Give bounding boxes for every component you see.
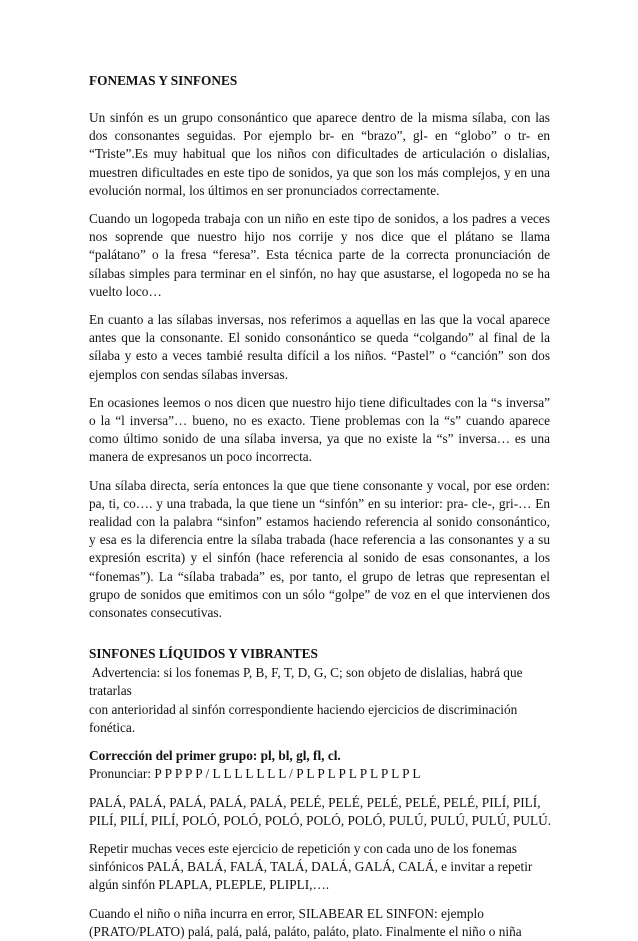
warning-line: fonética.: [89, 719, 136, 735]
section-title-sinfones-liquidos: SINFONES LÍQUIDOS Y VIBRANTES: [89, 646, 318, 662]
paragraph-s-inversa: En ocasiones leemos o nos dicen que nuestro hijo tiene dificultades con la “s inversa” o la “l inversa”… bueno, no es exacto. Tiene problemas con la “s” cuando aparece como último sonido de una sílaba inversa, ya que no existe la “s” inversa… es una manera de expresanos un poco incorrecta.: [89, 394, 550, 465]
paragraph-sinfon-definition: Un sinfón es un grupo consonántico que aparece dentro de la misma sílaba, con las dos consonantes seguidas. Por ejemplo br- en “brazo”, gl- en “globo” o tr- en “Triste”.Es muy habitual que los niños con dificultades de articulación o dislalias, muestren dificultades en este tipo de sonidos, ya que son los más complejos, y en una evolución normal, los últimos en ser pronunciados correctamente.: [89, 110, 550, 198]
warning-line: tratarlas: [89, 683, 132, 699]
error-block: [89, 905, 550, 941]
warning-line: Advertencia: si los fonemas P, B, F, T, D, G, C; son objeto de dislalias, habrá que: [89, 665, 523, 681]
syllable-line: PALÁ, PALÁ, PALÁ, PALÁ, PALÁ, PELÉ, PELÉ, PELÉ, PELÉ, PELÉ, PILÍ, PILÍ,: [89, 794, 541, 810]
syllable-block: [89, 794, 550, 830]
paragraph-logopeda: Cuando un logopeda trabaja con un niño en este tipo de sonidos, a los padres a veces nos soprende que nuestro hijo nos corrije y nos dice que el plátano se llama “palátano” o la fresa “feresa”. Esta técnica parte de la correcta pronunciación de sílabas simples para terminar en el sinfón, no hay que asustarse, el logopeda no se ha vuelto loco…: [89, 211, 550, 299]
repeat-line: Repetir muchas veces este ejercicio de repetición y con cada uno de los fonemas: [89, 840, 517, 856]
error-line: Cuando el niño o niña incurra en error, SILABEAR EL SINFON: ejemplo: [89, 905, 484, 921]
paragraph-silabas-inversas: En cuanto a las sílabas inversas, nos referimos a aquellas en las que la vocal aparece antes que la consonante. El sonido consonántico se queda “colgando” al final de la sílaba y esto a veces tambié resulta difícil a los niños. “Pastel” o “canción” son dos ejemplos con sendas sílabas inversas.: [89, 312, 550, 382]
pronounce-line: Pronunciar: P P P P P / L L L L L L L / P L P L P L P L P L P L: [89, 766, 421, 782]
error-line: (PRATO/PLATO) palá, palá, palá, paláto, paláto, plato. Finalmente el niño o niña: [89, 923, 522, 939]
correction-block: [89, 747, 550, 783]
warning-line: con anterioridad al sinfón correspondiente haciendo ejercicios de discriminación: [89, 701, 518, 717]
section-title-fonemas: FONEMAS Y SINFONES: [89, 73, 238, 88]
repeat-line: algún sinfón PLAPLA, PLEPLE, PLIPLI,….: [89, 877, 330, 893]
repeat-block: [89, 840, 550, 895]
syllable-line: PILÍ, PILÍ, PILÍ, POLÓ, POLÓ, POLÓ, POLÓ, POLÓ, PULÚ, PULÚ, PULÚ, PULÚ.: [89, 812, 552, 828]
correction-title: Corrección del primer grupo: pl, bl, gl, fl, cl.: [89, 748, 341, 764]
repeat-line: sinfónicos PALÁ, BALÁ, FALÁ, TALÁ, DALÁ, GALÁ, CALÁ, e invitar a repetir: [89, 859, 533, 875]
warning-block: [89, 664, 550, 737]
paragraph-silaba-directa: Una sílaba directa, sería entonces la que que tiene consonante y vocal, por ese orden: pa, ti, co…. y una trabada, la que tiene un “sinfón” en su interior: pra- cle-, gri-… En realidad con la palabra “sinfon” estamos haciendo referencia al sonido consonántico, y esa es la diferencia entre la sílaba trabada (hace referencia a las consonantes y a su expresión escrita) y el sinfón (hace referencia al sonido de esas consonantes, a los “fonemas”). La “sílaba trabada” es, por tanto, el grupo de letras que representan el grupo de sonidos que emitimos con un sólo “golpe” de voz en el que intervienen dos consonates consecutivas.: [89, 477, 550, 621]
